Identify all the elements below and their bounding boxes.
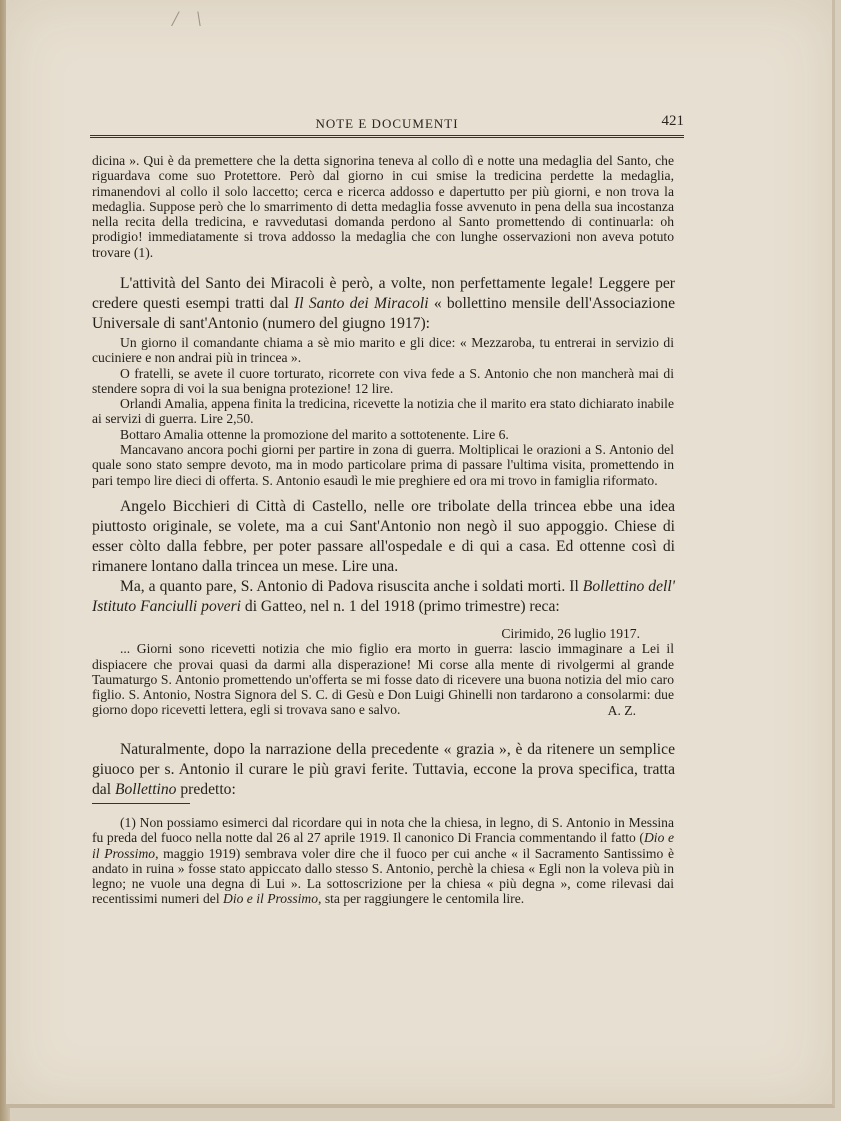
- footnote-rule: [92, 803, 190, 804]
- running-head: [90, 112, 684, 138]
- letter-signature: A. Z.: [607, 702, 636, 718]
- pencil-mark: / \: [172, 6, 208, 31]
- paragraph-risuscita: [92, 577, 675, 617]
- paragraph-text: L'attività del Santo dei Miracoli è però, a volte, non perfettamente legale! Leggere per credere questi esempi tratti dal: [92, 275, 675, 312]
- quote-cirimido: [92, 626, 674, 718]
- footnote-text: , sta per raggiungere le centomila lire.: [318, 891, 525, 907]
- quote-item: Mancavano ancora pochi giorni per partire in zona di guerra. Moltiplicai le orazioni a S. Antonio del quale sono stato sempre devoto, ma in modo particolare prima di passare l'ultima visita, promettendo in pari tempo lire dieci di offerta. S. Antonio esaudì le mie preghiere ed ora mi trovo in famiglia riformato.: [92, 442, 674, 488]
- publication-title: Dio e il Prossimo: [92, 830, 674, 861]
- footnote: [92, 815, 674, 907]
- quote-item: Un giorno il comandante chiama a sè mio marito e gli dice: « Mezzaroba, tu entrerai in servizio di cuciniere e non andrai più in trincea ».: [92, 335, 674, 366]
- publication-title: Bollettino dell' Istituto Fanciulli poveri: [92, 578, 675, 615]
- paragraph-text: predetto:: [180, 781, 236, 798]
- letter-text: ... Giorni sono ricevetti notizia che mio figlio era morto in guerra: lascio immaginare a Lei il dispiacere che provai quasi da darmi alla disperazione! Mi corse alla mente di rivolgermi al grande Taumaturgo S. Antonio promettendo un'offerta se mi fosse dato di ricevere una buona notizia del mio caro figlio. S. Antonio, Nostra Signora del S. C. di Gesù e Don Luigi Ghinelli non tardarono a consolarmi: due giorno dopo ricevetti lettera, egli si trovava sano e salvo.: [92, 641, 674, 718]
- paragraph-text: dicina ». Qui è da premettere che la detta signorina teneva al collo dì e notte una medaglia del Santo, che riguardava come suo Protettore. Però dal giorno in cui smise la tredicina perdette la medaglia, rimanendovi al collo il solo laccetto; cerca e ricerca addosso e dapertutto per più giorni, e non trova la medaglia. Suppose però che lo smarrimento di detta medaglia fosse avvenuto in pena della sua incostanza nella recita della tredicina, e ravvedutasi domanda perdono al Santo promettendo di continuarla: oh prodigio! immediatamente si trova addosso la medaglia che con lunghe osservazioni non aveva potuto trovare (1).: [92, 153, 674, 260]
- publication-title: Bollettino: [114, 781, 177, 798]
- paragraph-text: di Gatteo, nel n. 1 del 1918 (primo trimestre) reca:: [244, 598, 560, 615]
- publication-title: Dio e il Prossimo: [223, 891, 319, 907]
- quote-bollettino: [92, 335, 674, 488]
- publication-title: Il Santo dei Miracoli: [294, 295, 429, 312]
- letter-body: [92, 641, 674, 717]
- paragraph-text: Naturalmente, dopo la narrazione della precedente « grazia », è da ritenere un semplice giuoco per s. Antonio il curare le più gravi ferite. Tuttavia, eccone la prova specifica, tratta dal: [92, 741, 675, 798]
- paragraph-text: « bollettino mensile dell'Associazione Universale di sant'Antonio (numero del giugno 1917):: [92, 295, 675, 332]
- footnote-text: , maggio 1919) sembrava voler dire che il fuoco per cui anche « il Sacramento Santissimo è andato in ruina » fosse stato appiccato dallo stesso S. Antonio, perchè la chiesa « Egli non la voleva più in legno; ne vuole una degna di Lui ». La sottoscrizione per la chiesa « più degna », come rilevasi dai recentissimi numeri del: [92, 845, 674, 907]
- paragraph-naturalmente: [92, 740, 675, 800]
- paragraph-text: Ma, a quanto pare, S. Antonio di Padova risuscita anche i soldati morti. Il: [120, 578, 579, 595]
- header-rule: [90, 135, 684, 138]
- paragraph-bicchieri: [92, 497, 675, 577]
- running-head-title: NOTE E DOCUMENTI: [315, 116, 459, 131]
- quote-item: Bottaro Amalia ottenne la promozione del marito a sottotenente. Lire 6.: [120, 426, 509, 442]
- quote-item: Orlandi Amalia, appena finita la tredicina, ricevette la notizia che il marito era stato dichiarato inabile ai servizi di guerra. Lire 2,50.: [92, 396, 674, 427]
- quote-item: O fratelli, se avete il cuore torturato, ricorrete con viva fede a S. Antonio che non mancherà mai di stendere sopra di voi la sua benigna protezione! 12 lire.: [92, 365, 674, 396]
- letter-dateline: Cirimido, 26 luglio 1917.: [501, 626, 640, 641]
- paragraph-text: Angelo Bicchieri di Città di Castello, nelle ore tribolate della trincea ebbe una idea piuttosto originale, se volete, ma a cui Sant'Antonio non negò il suo appoggio. Chiese di esser còlto dalla febbre, per poter passare all'ospedale e di qui a casa. Ed ottenne così di rimanere lontano dalla trincea un mese. Lire una.: [92, 498, 675, 575]
- paragraph-continuation: [92, 153, 674, 260]
- page-number: 421: [661, 113, 684, 129]
- paragraph-santo-miracoli: [92, 274, 675, 334]
- footnote-text: (1) Non possiamo esimerci dal ricordare qui in nota che la chiesa, in legno, di S. Antonio in Messina fu preda del fuoco nella notte dal 26 al 27 aprile 1919. Il canonico Di Francia commentando il fatto (: [92, 815, 674, 846]
